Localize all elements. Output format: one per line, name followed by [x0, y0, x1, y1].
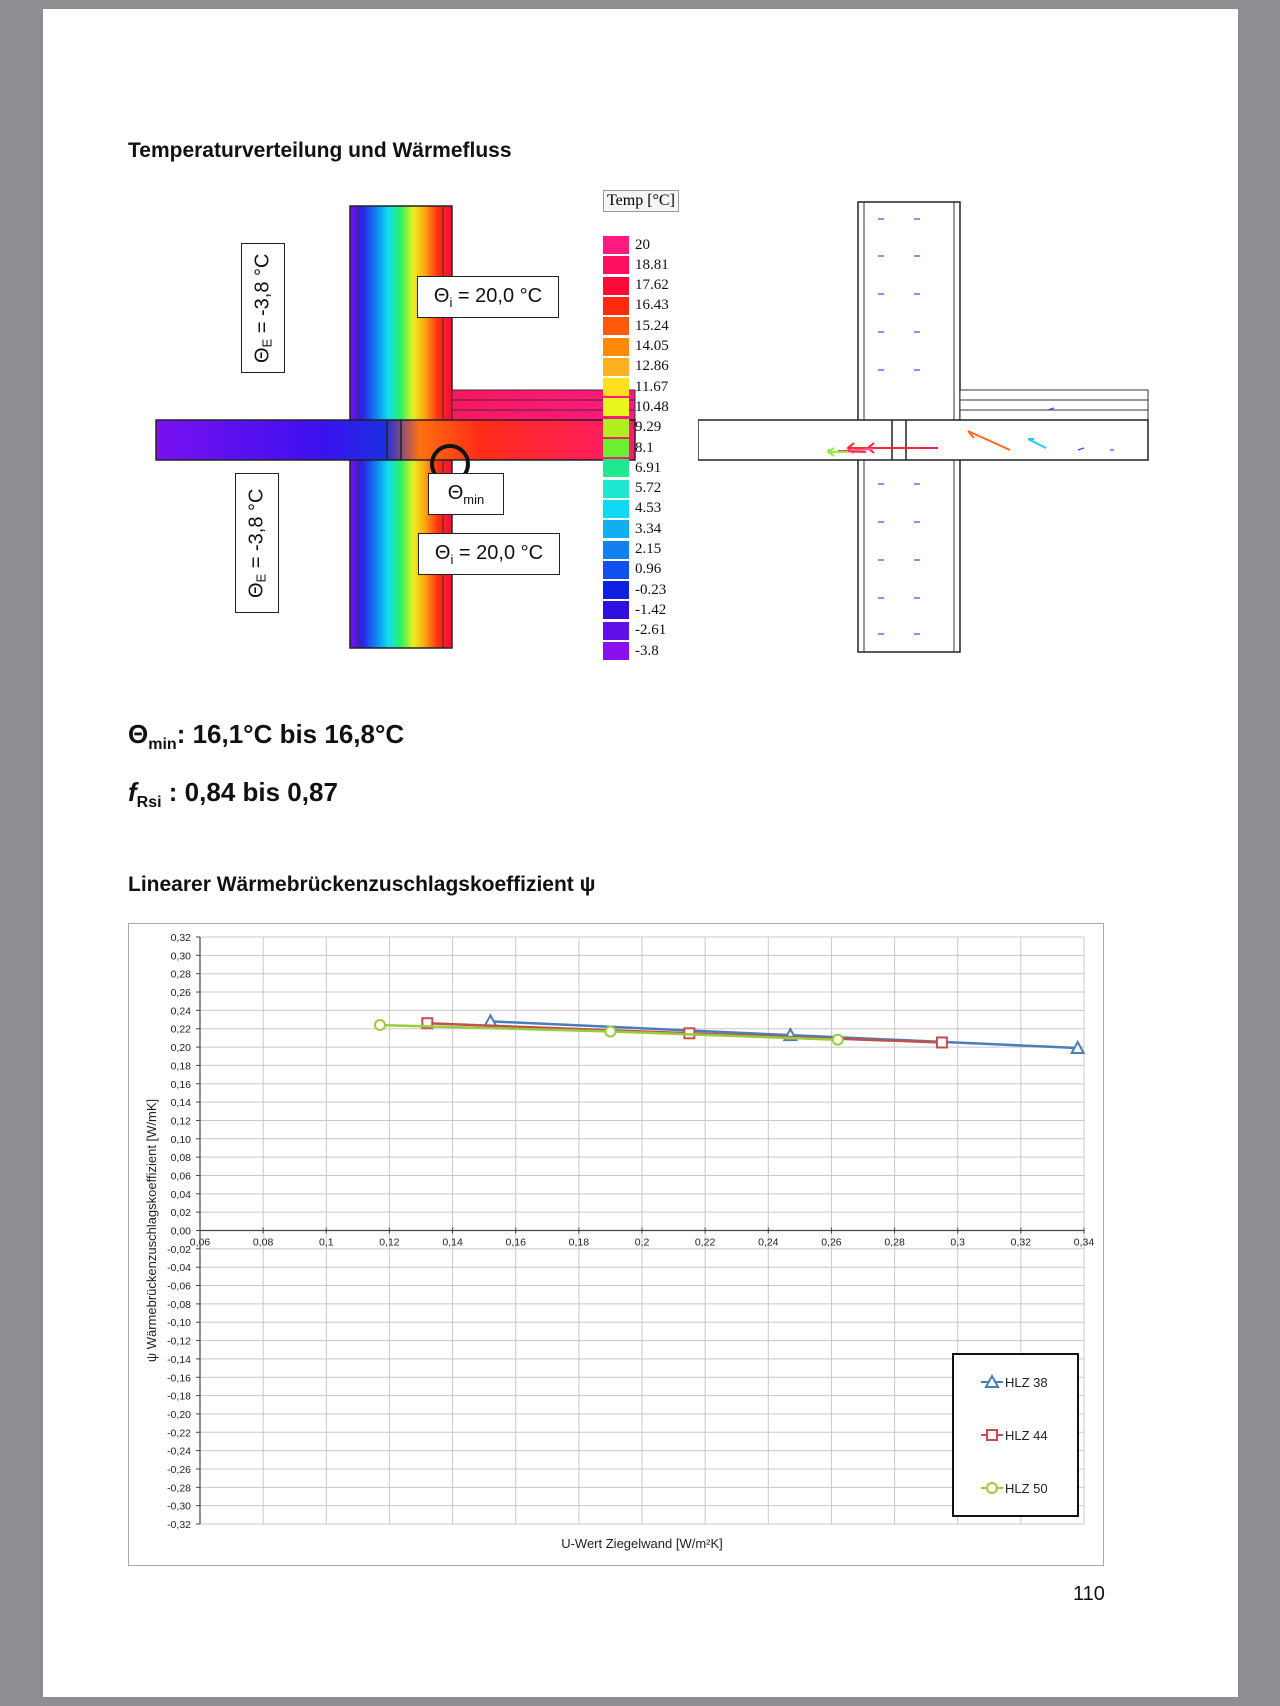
legend-swatch: [603, 480, 629, 498]
legend-swatch: [603, 378, 629, 396]
y-tick-label: 0,14: [170, 1097, 191, 1110]
y-tick-label: 0,24: [170, 1005, 191, 1018]
temperature-legend-entry: [603, 540, 661, 560]
y-tick-label: -0,04: [167, 1262, 191, 1275]
y-tick-label: 0,26: [170, 987, 191, 1000]
temperature-legend-entry: [603, 519, 661, 539]
legend-value: 4.53: [635, 500, 662, 517]
x-tick-label: 0,18: [568, 1236, 590, 1249]
legend-label: HLZ 44: [1005, 1428, 1048, 1443]
legend-swatch: [603, 317, 629, 335]
y-tick-label: 0,00: [170, 1225, 191, 1238]
data-point: [375, 1020, 385, 1030]
legend-swatch: [603, 581, 629, 599]
y-tick-label: -0,32: [167, 1519, 191, 1531]
temperature-legend-entry: [603, 357, 669, 377]
legend-value: 11.67: [635, 378, 669, 395]
temperature-legend-entry: [603, 377, 668, 397]
temperature-legend-entry: [603, 397, 669, 417]
legend-swatch: [603, 419, 629, 437]
temperature-legend-entry: [603, 255, 669, 275]
legend-value: 17.62: [635, 277, 669, 294]
legend-value: 12.86: [635, 358, 669, 375]
temperature-legend-entry: [603, 560, 661, 580]
y-tick-label: 0,16: [170, 1078, 191, 1091]
section-title-temperature: Temperaturverteilung und Wärmefluss: [128, 139, 512, 162]
x-tick-label: 0,06: [189, 1236, 211, 1249]
legend-label: HLZ 38: [1005, 1375, 1048, 1390]
x-tick-label: 0,2: [634, 1236, 650, 1249]
legend-label: HLZ 50: [1005, 1481, 1048, 1496]
legend-value: 10.48: [635, 398, 669, 415]
temperature-legend-entry: [603, 438, 654, 458]
y-tick-label: -0,26: [167, 1463, 191, 1476]
temperature-legend-entry: [603, 458, 661, 478]
temperature-legend-entry: [603, 499, 661, 519]
x-tick-label: 0,26: [821, 1236, 842, 1249]
temperature-legend-entry: [603, 296, 669, 316]
temperature-legend-entry: [603, 600, 666, 620]
legend-value: -0.23: [635, 581, 667, 598]
legend-value: 2.15: [635, 541, 662, 557]
legend-value: 18.81: [635, 256, 669, 273]
legend-value: 5.72: [635, 480, 662, 497]
x-tick-label: 0,32: [1010, 1236, 1032, 1249]
legend-value: -1.42: [635, 601, 667, 618]
y-tick-label: -0,16: [167, 1372, 191, 1385]
legend-value: 20: [635, 236, 650, 253]
y-tick-label: 0,32: [170, 932, 191, 944]
legend-swatch: [603, 459, 629, 477]
legend-swatch: [603, 358, 629, 376]
y-tick-label: 0,20: [170, 1042, 191, 1055]
legend-swatch: [603, 338, 629, 356]
y-tick-label: -0,24: [167, 1445, 191, 1458]
legend-value: 0.96: [635, 561, 662, 578]
legend-value: 9.29: [635, 419, 662, 436]
temperature-legend-entry: [603, 418, 661, 438]
psi-chart: [128, 923, 1104, 1566]
legend-swatch: [603, 297, 629, 315]
data-point: [605, 1026, 615, 1036]
x-tick-label: 0,3: [950, 1236, 966, 1249]
legend-swatch: [603, 236, 629, 254]
legend-value: -3.8: [635, 642, 659, 659]
temperature-legend-entry: [603, 276, 669, 296]
x-tick-label: 0,24: [758, 1236, 779, 1249]
y-tick-label: -0,06: [167, 1280, 191, 1293]
y-tick-label: -0,22: [167, 1427, 191, 1440]
temperature-legend: [603, 190, 693, 670]
y-tick-label: -0,20: [167, 1408, 191, 1421]
data-point: [833, 1035, 843, 1045]
y-tick-label: -0,08: [167, 1298, 191, 1311]
legend-swatch: [603, 398, 629, 416]
legend-swatch: [603, 622, 629, 640]
x-tick-label: 0,1: [318, 1236, 334, 1249]
x-axis-label: U-Wert Ziegelwand [W/m²K]: [561, 1536, 723, 1551]
x-tick-label: 0,28: [884, 1236, 905, 1249]
x-tick-label: 0,34: [1073, 1236, 1095, 1249]
frsi-result: $f_{Rsi}$ : 0,84 bis 0,87: [128, 777, 338, 812]
x-tick-label: 0,22: [694, 1236, 716, 1249]
y-tick-label: 0,18: [170, 1060, 191, 1073]
legend-swatch: [603, 601, 629, 619]
theta-e-label-bottom: $\Theta_E = -3,8$ °C: [235, 473, 279, 613]
theta-i-label-bottom: $\Theta_i = 20,0$ °C: [418, 533, 560, 575]
temperature-legend-entry: [603, 337, 669, 357]
y-tick-label: -0,18: [167, 1390, 191, 1403]
x-tick-label: 0,08: [252, 1236, 274, 1249]
y-tick-label: -0,28: [167, 1482, 191, 1495]
legend-value: 8.1: [635, 439, 654, 456]
legend-value: -2.61: [635, 622, 667, 639]
heat-flow-diagram: [698, 194, 1238, 654]
temperature-legend-entry: [603, 580, 666, 600]
legend-value: 16.43: [635, 297, 669, 314]
section-title-psi: Linearer Wärmebrückenzuschlagskoeffizient ψ: [128, 873, 596, 896]
x-tick-label: 0,12: [379, 1236, 400, 1249]
legend-swatch: [603, 541, 629, 559]
theta-min-label: $\Theta_{min}$: [428, 473, 504, 515]
y-tick-label: 0,10: [170, 1133, 191, 1146]
data-point: [937, 1037, 947, 1047]
y-tick-label: -0,12: [167, 1335, 191, 1348]
y-axis-label: ψ Wärmebrückenzuschlagskoeffizient [W/mK]: [144, 1098, 159, 1363]
legend-swatch: [603, 439, 629, 457]
temperature-legend-entry: [603, 235, 650, 255]
legend-value: 3.34: [635, 520, 662, 537]
temperature-legend-entry: [603, 479, 661, 499]
temperature-legend-entry: [603, 641, 659, 661]
y-tick-label: 0,28: [170, 968, 191, 981]
y-tick-label: 0,06: [170, 1170, 191, 1183]
theta-i-label-top: $\Theta_i = 20,0$ °C: [417, 276, 559, 318]
theta-e-label-top: $\Theta_E = -3,8$ °C: [241, 243, 285, 373]
theta-min-result: $\Theta_{min}$: 16,1°C bis 16,8°C: [128, 719, 405, 754]
temperature-legend-title: Temp [°C]: [603, 190, 679, 212]
legend-swatch: [603, 561, 629, 579]
legend-swatch: [603, 500, 629, 518]
y-tick-label: -0,30: [167, 1500, 191, 1513]
legend-marker: [987, 1483, 997, 1493]
y-tick-label: 0,08: [170, 1152, 191, 1165]
x-tick-label: 0,14: [442, 1236, 463, 1249]
legend-value: 14.05: [635, 338, 669, 354]
legend-swatch: [603, 277, 629, 295]
y-tick-label: -0,14: [167, 1353, 191, 1366]
y-tick-label: 0,30: [170, 950, 191, 963]
y-tick-label: -0,10: [167, 1317, 191, 1330]
legend-swatch: [603, 520, 629, 538]
y-tick-label: 0,02: [170, 1207, 191, 1220]
legend-swatch: [603, 642, 629, 660]
temperature-legend-entry: [603, 316, 669, 336]
legend-swatch: [603, 256, 629, 274]
temperature-distribution-image: [110, 194, 640, 654]
y-tick-label: 0,12: [170, 1115, 191, 1128]
temperature-legend-entry: [603, 621, 666, 641]
y-tick-label: 0,22: [170, 1023, 191, 1036]
document-page: [43, 9, 1238, 1697]
y-tick-label: 0,04: [170, 1188, 191, 1201]
y-tick-label: -0,02: [167, 1243, 191, 1256]
legend-value: 15.24: [635, 317, 669, 334]
x-tick-label: 0,16: [505, 1236, 526, 1249]
legend-marker: [987, 1430, 997, 1440]
legend-value: 6.91: [635, 459, 662, 476]
page-number: 110: [1073, 1583, 1105, 1605]
